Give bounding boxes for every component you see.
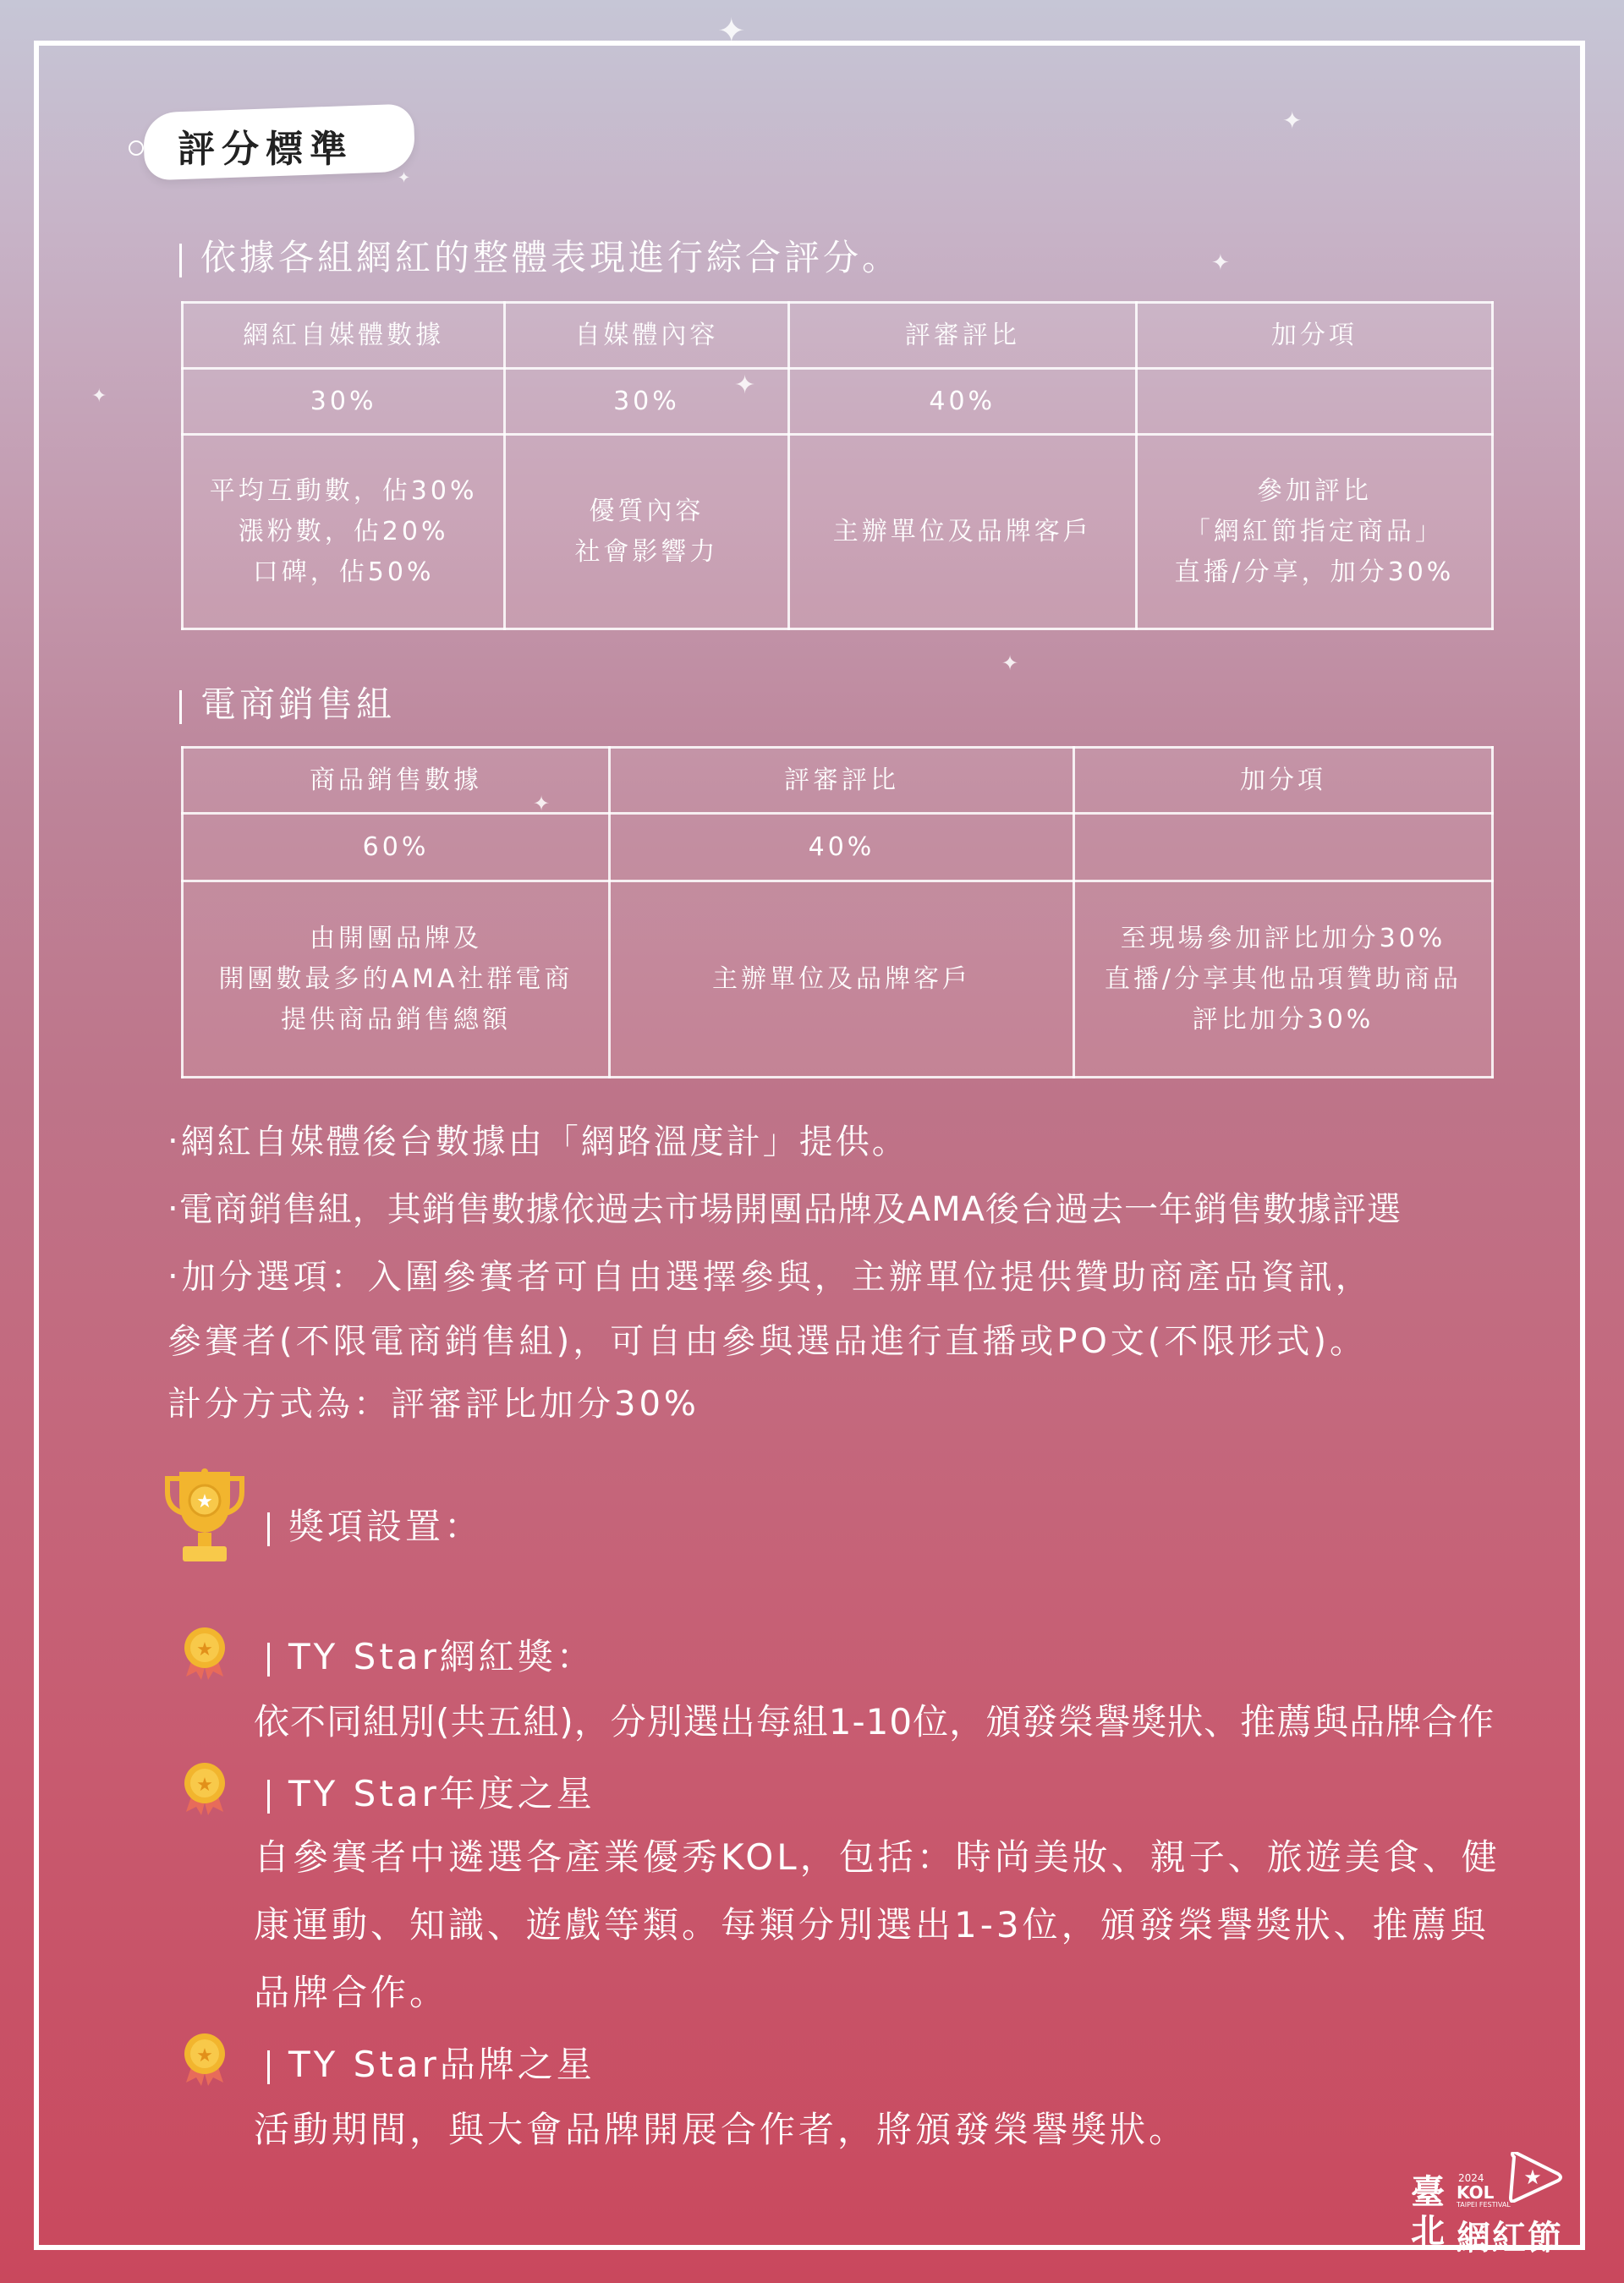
heading-bar [267, 2050, 270, 2084]
awards-heading-text: 獎項設置： [288, 1506, 484, 1547]
detail-line: 直播/分享，加分30% [1174, 557, 1455, 587]
award-title-text: TY Star年度之星 [288, 1773, 595, 1814]
award-description: 品牌合作。 [254, 1972, 449, 2013]
detail-line: 口碑，佔50% [252, 557, 435, 587]
sparkle-decoration: ✦ [734, 370, 756, 400]
detail-line: 主辦單位及品牌客戶 [711, 963, 971, 994]
sparkle-decoration: ✦ [1282, 107, 1303, 134]
scoring-table-general [181, 301, 1494, 630]
detail-line: 由開團品牌及 [310, 923, 482, 953]
detail-cell [505, 435, 788, 629]
award-title-text: TY Star網紅獎： [288, 1636, 595, 1677]
logo-sub: TAIPEI FESTIVAL [1457, 2201, 1511, 2209]
detail-line: 參加評比 [1256, 475, 1372, 506]
detail-line: 至現場參加評比加分30% [1120, 923, 1446, 953]
weight-cell: 40% [788, 369, 1136, 435]
section-title: 評分標準 [178, 128, 354, 171]
award-description: 康運動、知識、遊戲等類。每類分別選出1-3位，頒發榮譽獎狀、推薦與 [254, 1904, 1490, 1945]
weight-cell: 30% [183, 369, 505, 435]
sparkle-decoration: ✦ [1001, 651, 1019, 675]
intro-heading [179, 230, 901, 281]
weight-cell: 60% [183, 814, 610, 881]
detail-cell [183, 435, 505, 629]
weight-cell [1073, 814, 1492, 881]
logo-year: 2024 [1458, 2172, 1484, 2184]
award-title [267, 1766, 595, 1817]
table-header-cell: 評審評比 [788, 303, 1136, 369]
heading-bar [267, 1780, 270, 1814]
sparkle-decoration: ✦ [533, 792, 551, 815]
ecommerce-heading [179, 677, 395, 727]
awards-heading [267, 1499, 483, 1550]
logo-char: 臺 [1411, 2172, 1445, 2212]
weight-cell: 40% [610, 814, 1074, 881]
svg-text:★: ★ [196, 2045, 213, 2066]
detail-cell [1136, 435, 1492, 629]
detail-line: 提供商品銷售總額 [281, 1004, 511, 1034]
heading-bar [179, 690, 182, 724]
intro-text: 依據各組網紅的整體表現進行綜合評分。 [200, 237, 902, 278]
heading-bar [267, 1643, 270, 1677]
detail-line: 主辦單位及品牌客戶 [832, 516, 1092, 546]
sparkle-decoration: ✦ [91, 386, 107, 407]
award-description: 活動期間，與大會品牌開展合作者，將頒發榮譽獎狀。 [254, 2109, 1188, 2150]
detail-line: 直播/分享其他品項贊助商品 [1104, 963, 1462, 994]
detail-cell [1073, 881, 1492, 1078]
detail-line: 漲粉數，佔20% [238, 516, 449, 546]
festival-logo [1404, 2149, 1573, 2258]
note-line: 參賽者(不限電商銷售組)，可自由參與選品進行直播或PO文(不限形式)。 [167, 1322, 1368, 1361]
medal-icon [181, 1626, 228, 1680]
weight-cell: 30% [505, 369, 788, 435]
trophy-icon [164, 1467, 245, 1565]
detail-line: 開團數最多的AMA社群電商 [218, 963, 573, 994]
weight-cell [1136, 369, 1492, 435]
detail-line: 評比加分30% [1192, 1004, 1374, 1034]
award-description: 依不同組別(共五組)，分別選出每組1-10位，頒發榮譽獎狀、推薦與品牌合作 [254, 1701, 1495, 1742]
award-title-text: TY Star品牌之星 [288, 2044, 595, 2085]
note-line: ‧電商銷售組，其銷售數據依過去市場開團品牌及AMA後台過去一年銷售數據評選 [167, 1190, 1402, 1229]
note-line: ‧加分選項：入圍參賽者可自由選擇參與，主辦單位提供贊助商產品資訊， [167, 1258, 1373, 1297]
sparkle-decoration: ✦ [1211, 250, 1230, 276]
note-line: 計分方式為：評審評比加分30% [167, 1385, 700, 1424]
table-header-cell: 加分項 [1073, 748, 1492, 814]
logo-kol: KOL [1457, 2182, 1495, 2203]
svg-text:★: ★ [196, 1639, 213, 1660]
detail-cell [788, 435, 1136, 629]
detail-line: 優質內容 [589, 496, 705, 526]
logo-char: 北 [1411, 2211, 1445, 2251]
sparkle-decoration: ✦ [398, 169, 411, 187]
detail-cell [610, 881, 1074, 1078]
svg-text:★: ★ [196, 1775, 213, 1796]
table-header-cell: 網紅自媒體數據 [183, 303, 505, 369]
award-title [267, 1629, 595, 1680]
note-line: ‧網紅自媒體後台數據由「網路溫度計」提供。 [167, 1122, 908, 1161]
table-header-cell: 自媒體內容 [505, 303, 788, 369]
detail-line: 平均互動數，佔30% [209, 475, 478, 506]
detail-cell [183, 881, 610, 1078]
play-star-icon [1507, 2152, 1563, 2203]
award-description: 自參賽者中遴選各產業優秀KOL，包括：時尚美妝、親子、旅遊美食、健 [254, 1836, 1501, 1878]
award-title [267, 2037, 595, 2088]
ecommerce-heading-text: 電商銷售組 [200, 683, 396, 725]
svg-text:★: ★ [196, 1491, 213, 1512]
decor-circle [129, 140, 144, 156]
heading-bar [267, 1512, 270, 1546]
table-header-cell: 商品銷售數據 [183, 748, 610, 814]
logo-name: 網紅節 [1457, 2218, 1563, 2258]
table-header-cell: 評審評比 [610, 748, 1074, 814]
heading-bar [179, 244, 182, 277]
scoring-table-ecommerce [181, 746, 1494, 1078]
medal-icon [181, 1761, 228, 1815]
detail-line: 「網紅節指定商品」 [1184, 516, 1444, 546]
table-header-cell: 加分項 [1136, 303, 1492, 369]
medal-icon [181, 2032, 228, 2086]
svg-text:★: ★ [1523, 2165, 1542, 2189]
sparkle-decoration: ✦ [717, 12, 746, 51]
detail-line: 社會影響力 [574, 536, 719, 567]
